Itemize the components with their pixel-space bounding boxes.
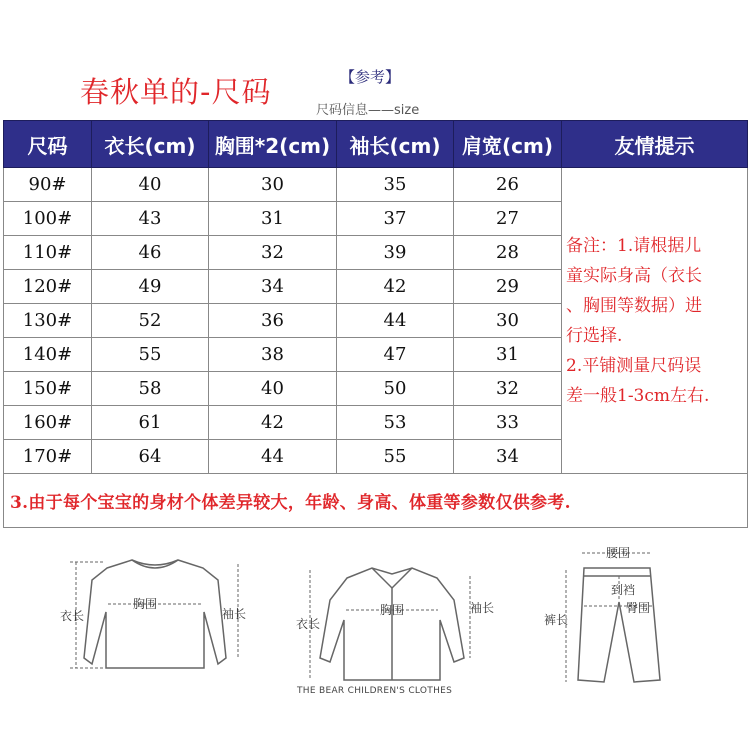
cell-shoulder: 26 — [454, 168, 562, 202]
sweater-sleeve-label: 袖长 — [222, 607, 247, 621]
size-table — [3, 120, 748, 528]
cell-shoulder: 32 — [454, 372, 562, 406]
shirt-diagram — [320, 568, 464, 680]
header-size: 尺码 — [4, 121, 92, 168]
page-title: 春秋单的-尺码 — [80, 75, 272, 109]
size-info-label: 尺码信息——size — [316, 103, 420, 118]
disclaimer-note: 3.由于每个宝宝的身材个体差异较大，年龄、身高、体重等参数仅供参考. — [4, 474, 748, 528]
tips-cell — [562, 168, 748, 474]
sweater-diagram — [84, 560, 226, 668]
cell-sleeve: 37 — [337, 202, 454, 236]
cell-shoulder: 33 — [454, 406, 562, 440]
cell-chest: 34 — [209, 270, 337, 304]
tip-line: 2.平铺测量尺码误 — [566, 355, 702, 376]
pants-crotch-label: 到裆 — [611, 583, 636, 597]
cell-size: 110# — [4, 236, 92, 270]
header-length: 衣长(cm) — [92, 121, 209, 168]
tip-line: 、胸围等数据）进 — [566, 295, 702, 316]
table-header-row — [4, 121, 748, 168]
cell-size: 160# — [4, 406, 92, 440]
cell-sleeve: 35 — [337, 168, 454, 202]
cell-chest: 42 — [209, 406, 337, 440]
shirt-length-label: 衣长 — [296, 617, 321, 631]
cell-chest: 31 — [209, 202, 337, 236]
pants-waist-label: 腰围 — [606, 546, 631, 560]
sweater-length-label: 衣长 — [60, 609, 85, 623]
tip-line: 差一般1-3cm左右. — [566, 385, 710, 406]
pants-hip-label: 臀围 — [626, 601, 651, 615]
shirt-sleeve-label: 袖长 — [470, 601, 495, 615]
cell-sleeve: 55 — [337, 440, 454, 474]
cell-size: 140# — [4, 338, 92, 372]
cell-length: 55 — [92, 338, 209, 372]
cell-shoulder: 30 — [454, 304, 562, 338]
cell-shoulder: 34 — [454, 440, 562, 474]
cell-length: 49 — [92, 270, 209, 304]
cell-shoulder: 27 — [454, 202, 562, 236]
cell-size: 150# — [4, 372, 92, 406]
cell-length: 46 — [92, 236, 209, 270]
header-sleeve: 袖长(cm) — [337, 121, 454, 168]
cell-sleeve: 44 — [337, 304, 454, 338]
shirt-chest-label: 胸围 — [380, 603, 405, 617]
header-tips: 友情提示 — [562, 121, 748, 168]
cell-chest: 36 — [209, 304, 337, 338]
measurement-diagrams — [0, 540, 750, 750]
cell-chest: 32 — [209, 236, 337, 270]
cell-size: 100# — [4, 202, 92, 236]
cell-chest: 30 — [209, 168, 337, 202]
cell-length: 58 — [92, 372, 209, 406]
pants-length-label: 裤长 — [544, 613, 569, 627]
cell-shoulder: 28 — [454, 236, 562, 270]
cell-sleeve: 39 — [337, 236, 454, 270]
cell-size: 120# — [4, 270, 92, 304]
cell-size: 90# — [4, 168, 92, 202]
header-chest: 胸围*2(cm) — [209, 121, 337, 168]
cell-shoulder: 31 — [454, 338, 562, 372]
cell-chest: 44 — [209, 440, 337, 474]
cell-chest: 40 — [209, 372, 337, 406]
tip-line: 备注：1.请根据儿 — [566, 235, 702, 256]
cell-sleeve: 47 — [337, 338, 454, 372]
note-row — [4, 474, 748, 528]
cell-length: 52 — [92, 304, 209, 338]
cell-size: 170# — [4, 440, 92, 474]
sweater-chest-label: 胸围 — [133, 597, 158, 611]
brand-text: THE BEAR CHILDREN'S CLOTHES — [297, 686, 453, 696]
cell-sleeve: 42 — [337, 270, 454, 304]
cell-size: 130# — [4, 304, 92, 338]
cell-sleeve: 50 — [337, 372, 454, 406]
header-shoulder: 肩宽(cm) — [454, 121, 562, 168]
reference-label: 【参考】 — [340, 68, 401, 86]
cell-length: 64 — [92, 440, 209, 474]
table-row — [4, 168, 748, 202]
cell-chest: 38 — [209, 338, 337, 372]
cell-shoulder: 29 — [454, 270, 562, 304]
cell-length: 40 — [92, 168, 209, 202]
cell-length: 61 — [92, 406, 209, 440]
cell-sleeve: 53 — [337, 406, 454, 440]
cell-length: 43 — [92, 202, 209, 236]
tip-line: 童实际身高（衣长 — [566, 265, 702, 286]
tip-line: 行选择. — [566, 325, 623, 346]
